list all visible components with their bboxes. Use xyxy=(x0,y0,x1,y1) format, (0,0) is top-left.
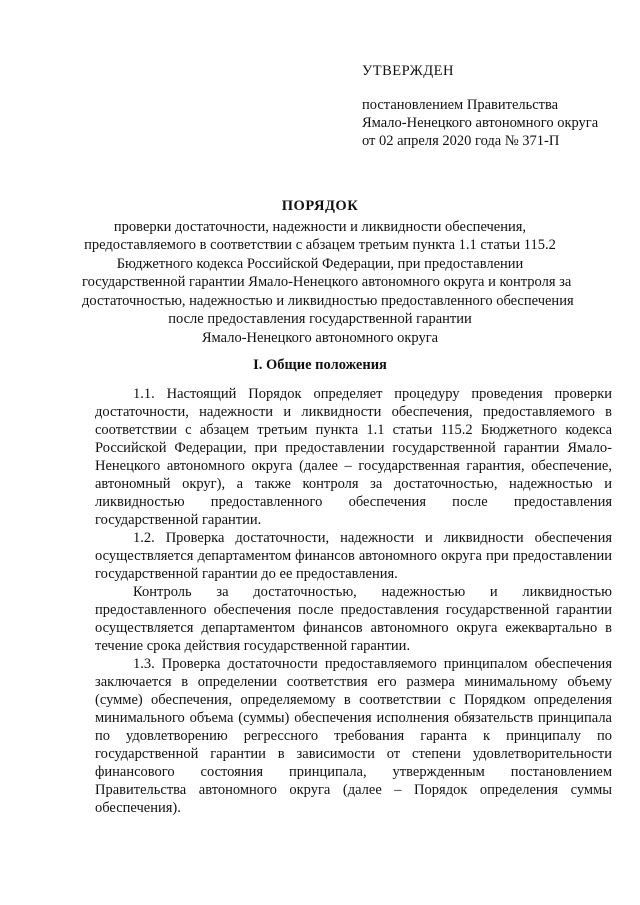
section-title: I. Общие положения xyxy=(253,357,387,373)
paragraph: 1.3. Проверка достаточности предоставляемого принципалом обеспечения заключается в определении соответствия его размера минимальному объему (сумме) обеспечения, определяемому в соответствии с Порядком определения минимального объема (суммы) обеспечения исполнения обязательств принципала по удовлетворению регрессного требования гаранта к принципалу по государственной гарантии в зависимости от степени удовлетворительности финансового состояния принципала, утвержденным постановлением Правительства автономного округа (далее – Порядок определения суммы обеспечения). xyxy=(95,656,612,816)
subtitle-line: государственной гарантии Ямало-Ненецкого автономного округа и контроля за xyxy=(82,274,572,290)
approval-block xyxy=(362,62,598,150)
approval-title: УТВЕРЖДЕН xyxy=(362,63,454,79)
document-heading xyxy=(82,197,574,347)
approval-line: от 02 апреля 2020 года № 371-П xyxy=(362,133,560,149)
approval-line: постановлением Правительства xyxy=(362,97,559,113)
subtitle-line: после предоставления государственной гарантии xyxy=(168,311,472,327)
subtitle-line: Ямало-Ненецкого автономного округа xyxy=(201,329,439,346)
paragraph: Контроль за достаточностью, надежностью и ликвидностью предоставленного обеспечения после предоставления государственной гарантии осуществляется департаментом финансов автономного округа ежеквартально в течение срока действия государственной гарантии. xyxy=(95,584,612,654)
document-body xyxy=(95,385,612,817)
approval-line: Ямало-Ненецкого автономного округа xyxy=(362,115,599,131)
subtitle-line: достаточностью, надежностью и ликвидностью предоставленного обеспечения xyxy=(82,292,574,309)
document-title: ПОРЯДОК xyxy=(281,198,359,214)
subtitle-line: проверки достаточности, надежности и ликвидности обеспечения, xyxy=(113,218,527,235)
subtitle-line: Бюджетного кодекса Российской Федерации, при предоставлении xyxy=(116,255,524,272)
paragraph: 1.2. Проверка достаточности, надежности и ликвидности обеспечения осуществляется департаментом финансов автономного округа при предоставлении государственной гарантии до ее предоставления. xyxy=(95,530,612,582)
paragraph: 1.1. Настоящий Порядок определяет процедуру проведения проверки достаточности, надежности и ликвидности обеспечения, предоставляемого в соответствии с абзацем третьим пункта 1.1 статьи 115.2 Бюджетного кодекса Российской Федерации, при предоставлении государственной гарантии Ямало-Ненецкого автономного округа (далее – государственная гарантия, обеспечение, автономный округ), а также контроля за достаточностью, надежностью и ликвидностью предоставленного обеспечения после предоставления государственной гарантии. xyxy=(95,386,612,528)
subtitle-line: предоставляемого в соответствии с абзацем третьим пункта 1.1 статьи 115.2 xyxy=(84,237,556,253)
